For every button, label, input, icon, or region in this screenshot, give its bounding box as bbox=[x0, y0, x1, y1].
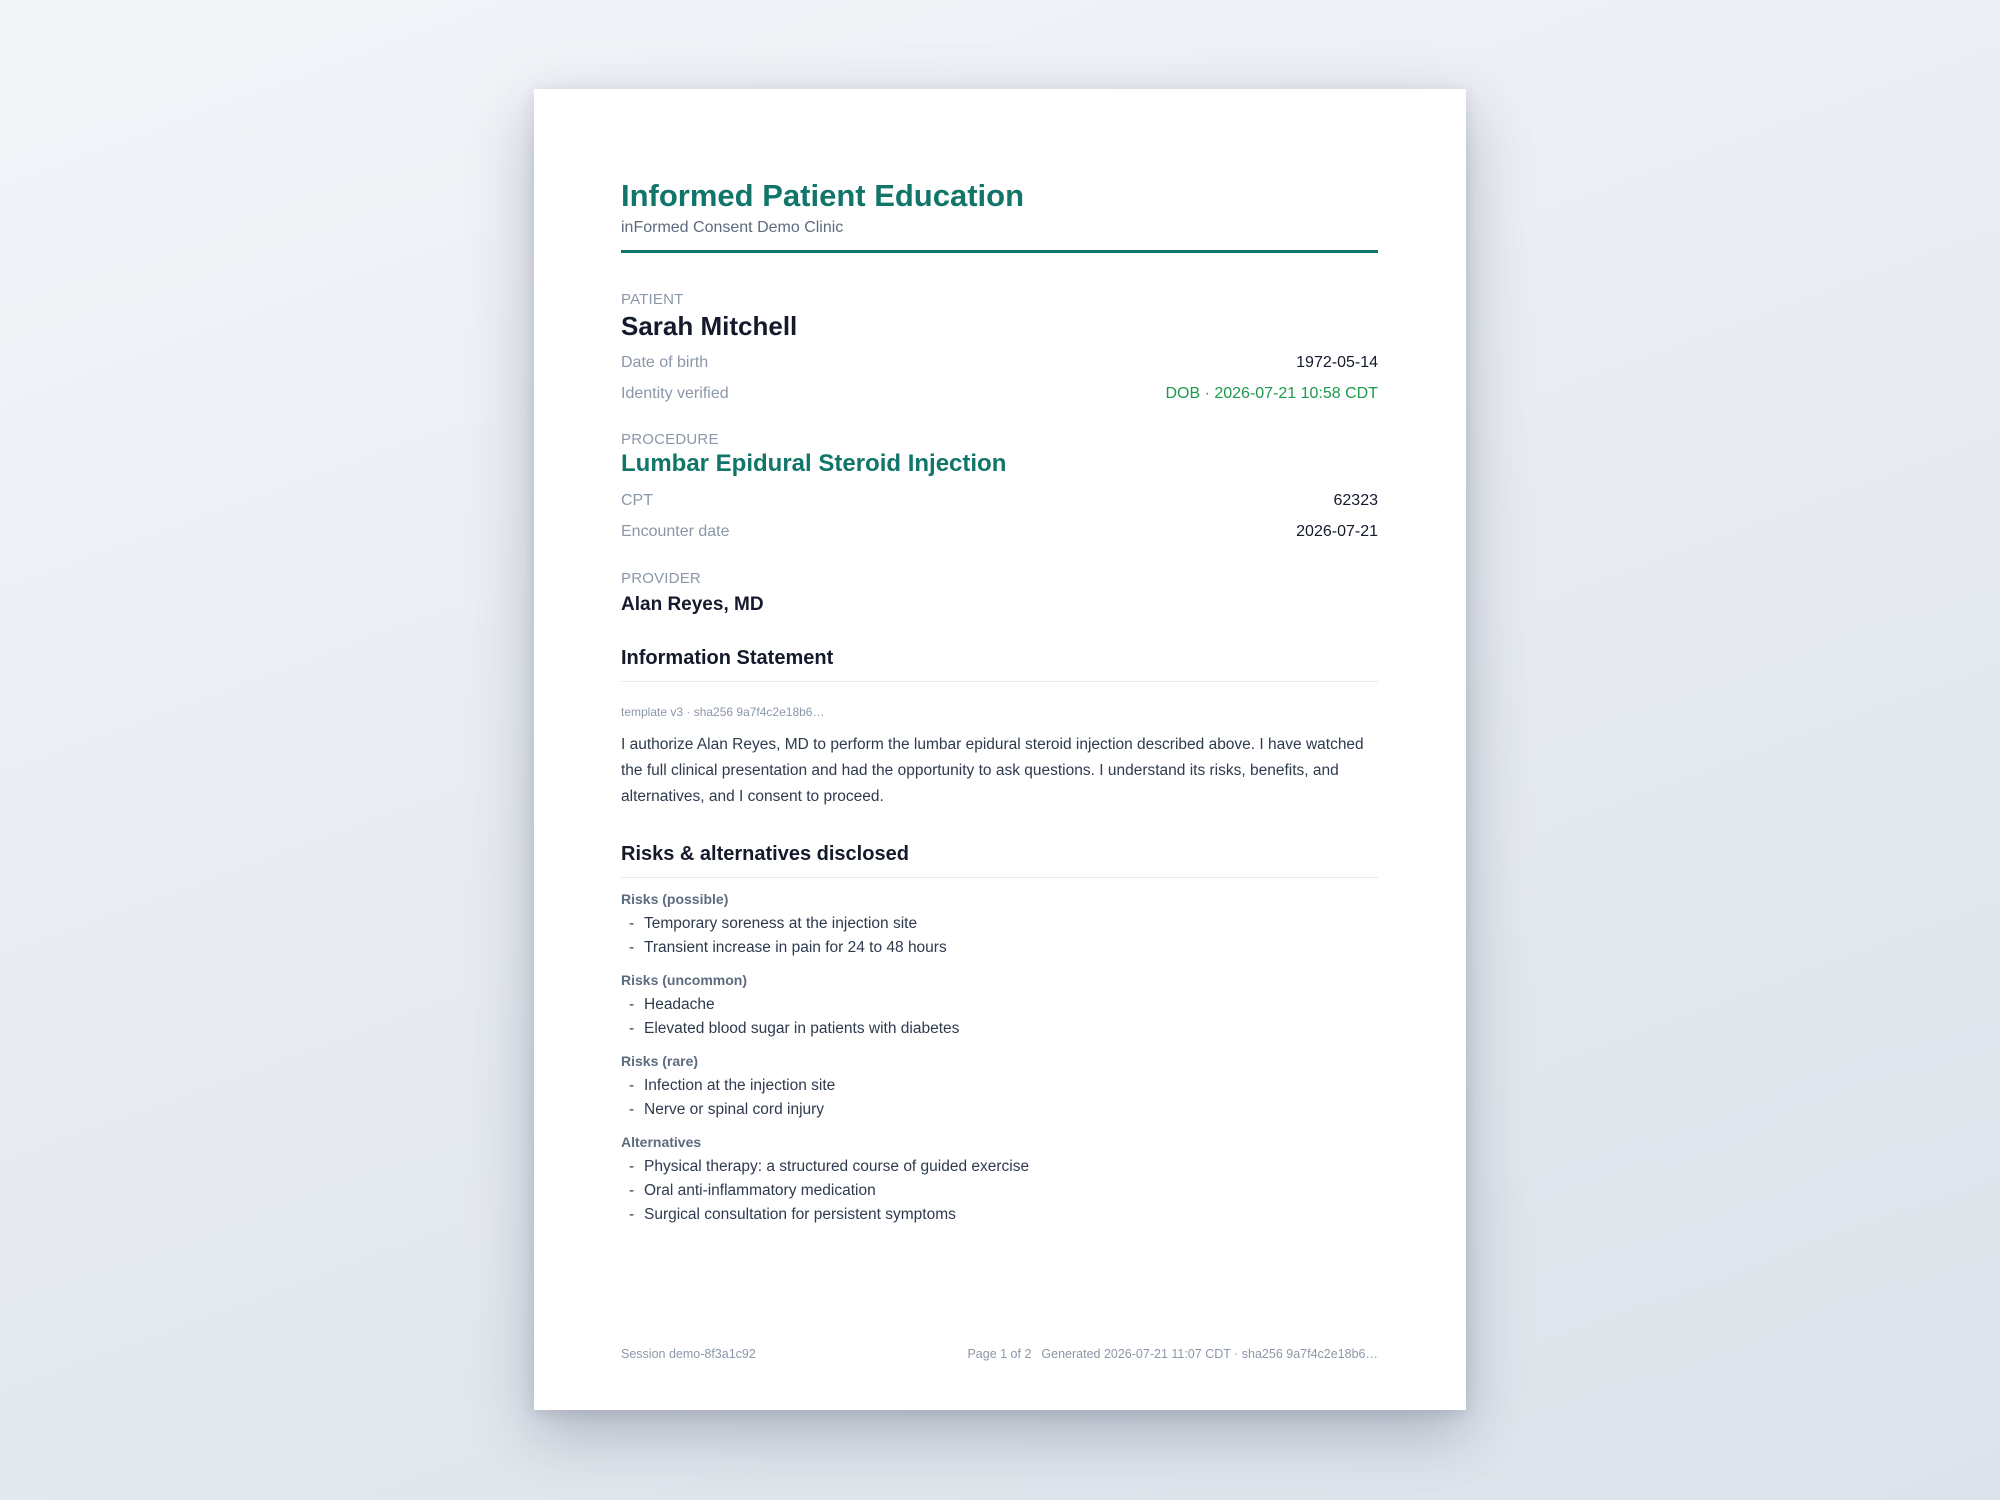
patient-name: Sarah Mitchell bbox=[621, 311, 798, 341]
patient-section bbox=[621, 291, 1378, 404]
session-id: Session demo-8f3a1c92 bbox=[621, 1347, 756, 1361]
procedure-name: Lumbar Epidural Steroid Injection bbox=[621, 450, 1007, 477]
risks-heading: Risks & alternatives disclosed bbox=[621, 841, 1378, 878]
list-item-text: Nerve or spinal cord injury bbox=[644, 1101, 825, 1118]
footer-meta bbox=[967, 1346, 1378, 1362]
list-item-text: Elevated blood sugar in patients with diabetes bbox=[644, 1020, 960, 1037]
generated-info: Generated 2026-07-21 11:07 CDT · sha256 9a7f4c2e18b6… bbox=[1041, 1347, 1378, 1361]
dash-bullet: - bbox=[629, 1158, 635, 1175]
list-item bbox=[621, 995, 1378, 1015]
list-item bbox=[621, 1019, 1378, 1039]
risk-group-uncommon bbox=[621, 971, 1378, 1039]
procedure-label: PROCEDURE bbox=[621, 431, 719, 448]
risk-group-rare bbox=[621, 1052, 1378, 1120]
risk-group-title: Risks (uncommon) bbox=[621, 972, 748, 988]
cpt-value: 62323 bbox=[1333, 492, 1378, 509]
document-header bbox=[621, 177, 1378, 253]
risk-list bbox=[621, 995, 1378, 1039]
list-item-text: Physical therapy: a structured course of guided exercise bbox=[644, 1158, 1030, 1175]
provider-label: PROVIDER bbox=[621, 570, 701, 587]
encounter-label: Encounter date bbox=[621, 523, 730, 540]
dob-label: Date of birth bbox=[621, 354, 709, 371]
provider-name: Alan Reyes, MD bbox=[621, 594, 764, 615]
list-item-text: Infection at the injection site bbox=[644, 1077, 836, 1094]
list-item bbox=[621, 938, 1378, 958]
dash-bullet: - bbox=[629, 996, 635, 1013]
identity-row bbox=[621, 384, 1378, 404]
list-item bbox=[621, 1181, 1378, 1201]
procedure-section bbox=[621, 431, 1378, 542]
document-content bbox=[621, 89, 1378, 1229]
risk-group-title: Risks (possible) bbox=[621, 891, 729, 907]
information-statement-section bbox=[621, 645, 1378, 810]
list-item bbox=[621, 914, 1378, 934]
clinic-name: inFormed Consent Demo Clinic bbox=[621, 219, 844, 236]
patient-label: PATIENT bbox=[621, 291, 684, 308]
dash-bullet: - bbox=[629, 1077, 635, 1094]
dash-bullet: - bbox=[629, 1206, 635, 1223]
list-item-text: Temporary soreness at the injection site bbox=[644, 915, 918, 932]
list-item-text: Transient increase in pain for 24 to 48 hours bbox=[644, 939, 947, 956]
encounter-date: 2026-07-21 bbox=[1296, 523, 1378, 540]
list-item bbox=[621, 1205, 1378, 1225]
dash-bullet: - bbox=[629, 915, 635, 932]
risk-group-title: Risks (rare) bbox=[621, 1053, 699, 1069]
dob-value: 1972-05-14 bbox=[1296, 354, 1378, 371]
identity-verified-value: DOB · 2026-07-21 10:58 CDT bbox=[1165, 385, 1378, 402]
consent-statement: I authorize Alan Reyes, MD to perform the lumbar epidural steroid injection described above. I have watched the full clinical presentation and had the opportunity to ask questions. I understand its risks, benefits, and alternatives, and I consent to proceed. bbox=[621, 736, 1364, 805]
information-statement-heading: Information Statement bbox=[621, 645, 1378, 682]
document-page bbox=[534, 89, 1466, 1410]
provider-section bbox=[621, 570, 1378, 617]
page-footer bbox=[621, 1346, 1378, 1362]
cpt-row bbox=[621, 491, 1378, 511]
cpt-label: CPT bbox=[621, 492, 653, 509]
list-item-text: Surgical consultation for persistent symptoms bbox=[644, 1206, 956, 1223]
dash-bullet: - bbox=[629, 1101, 635, 1118]
risks-section bbox=[621, 841, 1378, 1225]
list-item-text: Oral anti-inflammatory medication bbox=[644, 1182, 876, 1199]
risk-group-title: Alternatives bbox=[621, 1134, 702, 1150]
page-number: Page 1 of 2 bbox=[967, 1347, 1032, 1361]
list-item-text: Headache bbox=[644, 996, 715, 1013]
list-item bbox=[621, 1076, 1378, 1096]
list-item bbox=[621, 1157, 1378, 1177]
dash-bullet: - bbox=[629, 1020, 635, 1037]
alternatives-group bbox=[621, 1133, 1378, 1225]
risk-group-possible bbox=[621, 890, 1378, 958]
identity-label: Identity verified bbox=[621, 385, 729, 402]
risk-list bbox=[621, 1076, 1378, 1120]
dash-bullet: - bbox=[629, 1182, 635, 1199]
list-item bbox=[621, 1100, 1378, 1120]
template-meta: template v3 · sha256 9a7f4c2e18b6… bbox=[621, 705, 825, 719]
risk-list bbox=[621, 1157, 1378, 1225]
document-title: Informed Patient Education bbox=[621, 178, 1025, 213]
encounter-row bbox=[621, 522, 1378, 542]
risk-list bbox=[621, 914, 1378, 958]
dash-bullet: - bbox=[629, 939, 635, 956]
dob-row bbox=[621, 353, 1378, 373]
